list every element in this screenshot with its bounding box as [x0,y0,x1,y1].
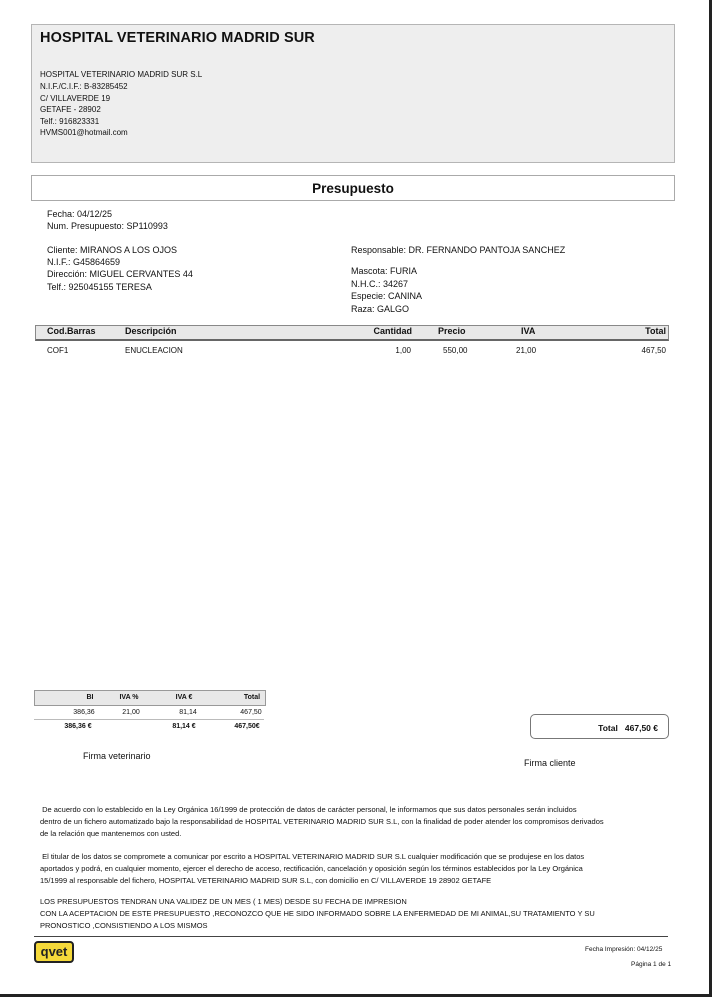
total-amount: Total 467,50 € [598,723,658,733]
sum-bi: 386,36 [73,709,95,716]
row-total: 467,50 [641,346,666,355]
header-address: C/ VILLAVERDE 19 [40,94,111,103]
sum-col-iva-eur: IVA € [175,694,193,701]
sum-col-total: Total [243,694,261,701]
footer-divider [34,936,668,937]
sum-col-bi: BI [86,694,94,701]
legal-p3-line: CON LA ACEPTACION DE ESTE PRESUPUESTO ,RECONOZCO QUE HE SIDO INFORMADO SOBRE LA ENFERMEDAD DE MI ANIMAL,SU TRATAMIENTO Y SU [40,909,595,918]
row-cantidad: 1,00 [395,346,411,355]
col-descripcion: Descripción [125,326,177,336]
legal-p1-line: De acuerdo con lo establecido en la Ley Orgánica 16/1999 de protección de datos de carácter personal, le informamos que sus datos personales serán incluidos [40,805,577,814]
qvet-logo: qvet [34,941,74,963]
hospital-title: HOSPITAL VETERINARIO MADRID SUR [40,30,315,46]
nhc: N.H.C.: 34267 [351,279,409,289]
col-total: Total [645,326,666,336]
legal-paragraph-2 [40,851,630,887]
summary-separator [34,719,264,720]
cliente-telf: Telf.: 925045155 TERESA [47,282,152,292]
row-desc: ENUCLEACION [125,346,183,355]
header-nif: N.I.F./C.I.F.: B-83285452 [40,82,128,91]
legal-p3-line: PRONOSTICO ,CONSISTIENDO A LOS MISMOS [40,921,208,930]
legal-p1-line: dentro de un fichero automatizado bajo la responsabilidad de HOSPITAL VETERINARIO MADRID SUR S.L, con la finalidad de poder atender los compromisos derivados [40,817,604,826]
row-cod: COF1 [47,346,69,355]
row-precio: 550,00 [443,346,468,355]
row-iva: 21,00 [516,346,537,355]
legal-p2-line: 15/1999 al responsable del fichero, HOSPITAL VETERINARIO MADRID SUR S.L, con domicilio en C/ VILLAVERDE 19 28902 GETAFE [40,876,492,885]
legal-paragraph-1 [40,804,630,840]
document-title: Presupuesto [312,181,394,196]
header-email: HVMS001@hotmail.com [40,128,128,137]
fecha: Fecha: 04/12/25 [47,209,113,219]
sum-iva-eur: 81,14 [179,709,197,716]
cliente-nif: N.I.F.: G45864659 [47,257,121,267]
col-precio: Precio [438,326,466,336]
especie: Especie: CANINA [351,291,423,301]
col-iva: IVA [521,326,536,336]
col-cod-barras: Cod.Barras [47,326,96,336]
legal-p2-line: El titular de los datos se compromete a comunicar por escrito a HOSPITAL VETERINARIO MADRID SUR S.L cualquier modificación que se produjese en los datos [40,852,585,861]
responsable: Responsable: DR. FERNANDO PANTOJA SANCHEZ [351,245,566,255]
header-phone: Telf.: 916823331 [40,117,100,126]
sum-grand-total: 467,50€ [234,723,260,730]
cliente: Cliente: MIRANOS A LOS OJOS [47,245,178,255]
legal-paragraph-3 [40,896,630,932]
firma-veterinario: Firma veterinario [83,751,151,761]
raza: Raza: GALGO [351,304,410,314]
header-city: GETAFE - 28902 [40,105,101,114]
sum-col-iva-pct: IVA % [119,694,139,701]
legal-p2-line: aportados y podrá, en cualquier momento, ejercer el derecho de acceso, rectificación, cancelación y oposición según los términos establecidos por la Ley Orgánica [40,864,583,873]
header-company: HOSPITAL VETERINARIO MADRID SUR S.L [40,70,203,79]
fecha-impresion: Fecha Impresión: 04/12/25 [585,946,663,953]
col-cantidad: Cantidad [373,326,412,336]
sum-total: 467,50 [240,709,262,716]
mascota: Mascota: FURIA [351,266,418,276]
pagina: Página 1 de 1 [631,961,672,968]
legal-p1-line: de la relación que mantenemos con usted. [40,829,182,838]
sum-iva-pct: 21,00 [122,709,140,716]
sum-iva-total: 81,14 € [172,723,196,730]
legal-p3-line: LOS PRESUPUESTOS TENDRAN UNA VALIDEZ DE UN MES ( 1 MES) DESDE SU FECHA DE IMPRESION [40,897,407,906]
sum-bi-total: 386,36 € [64,723,92,730]
firma-cliente: Firma cliente [524,758,576,768]
cliente-direccion: Dirección: MIGUEL CERVANTES 44 [47,269,193,279]
num-presupuesto: Num. Presupuesto: SP110993 [47,221,168,231]
